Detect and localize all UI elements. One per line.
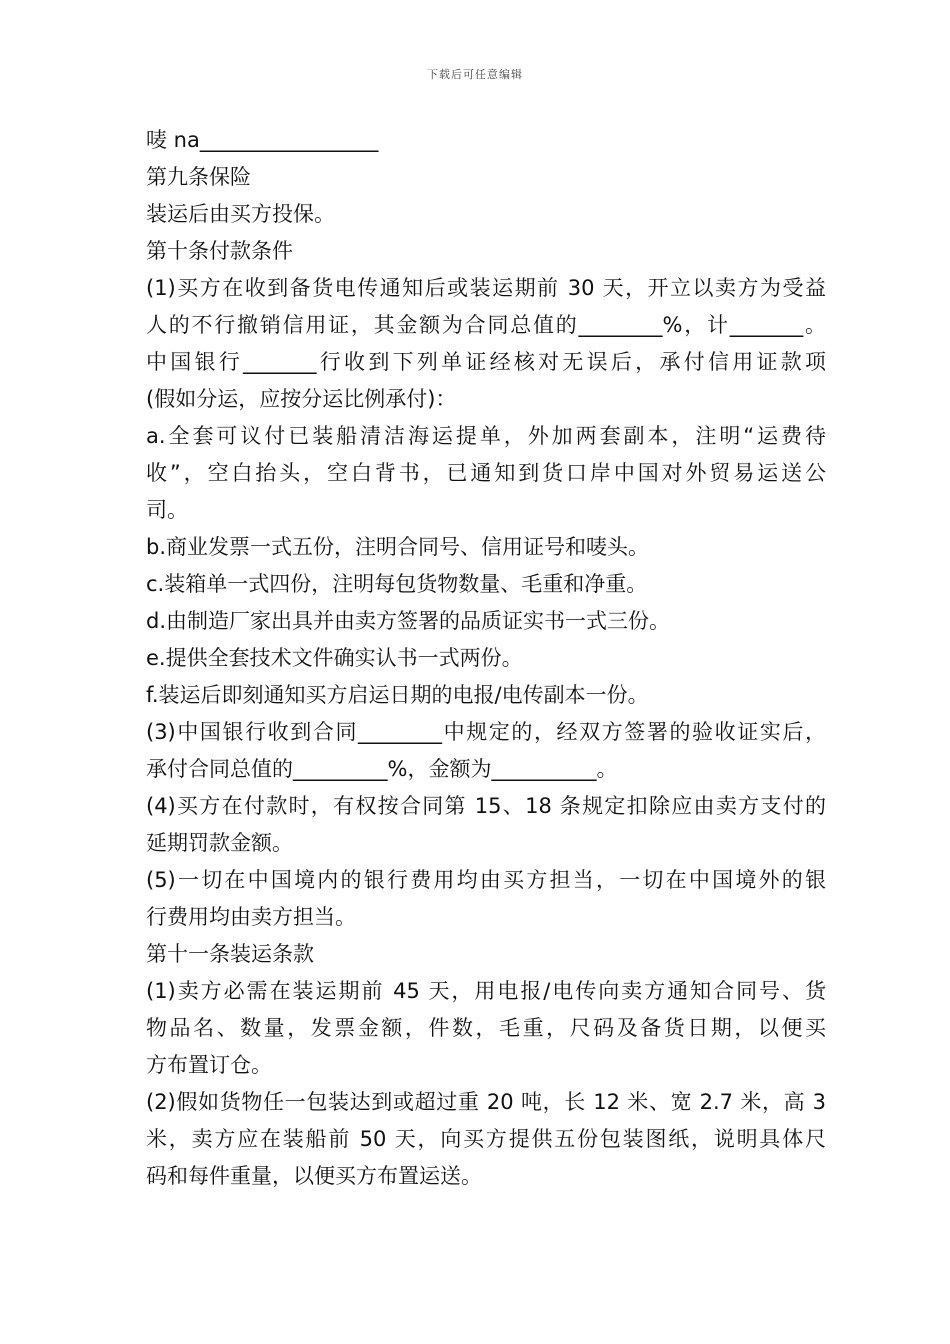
paragraph-line: 人的不行撤销信用证，其金额为合同总值的________%，计_______。 (146, 313, 826, 337)
paragraph-line: (4)买方在付款时，有权按合同第 15、18 条规定扣除应由卖方支付的 (146, 794, 826, 818)
section-heading-payment: 第十条付款条件 (146, 239, 293, 263)
paragraph-line: 码和每件重量，以便买方布置运送。 (146, 1164, 482, 1188)
paragraph-line: (1)卖方必需在装运期前 45 天，用电报/电传向卖方通知合同号、货 (146, 979, 826, 1003)
paragraph-line: (1)买方在收到备货电传通知后或装运期前 30 天，开立以卖方为受益 (146, 276, 826, 300)
paragraph-line: (2)假如货物任一包装达到或超过重 20 吨，长 12 米、宽 2.7 米，高 3 (146, 1090, 826, 1114)
marks-line: 唛 na_________________ (146, 128, 379, 152)
paragraph-line: (3)中国银行收到合同________中规定的，经双方签署的验收证实后， (146, 720, 826, 744)
paragraph-line: 承付合同总值的_________%，金额为__________。 (146, 757, 618, 781)
list-item: b.商业发票一式五份，注明合同号、信用证号和唛头。 (146, 535, 650, 559)
paragraph-line: (假如分运，应按分运比例承付)： (146, 387, 457, 411)
section-heading-shipment: 第十一条装运条款 (146, 942, 314, 966)
paragraph-line: 装运后由买方投保。 (146, 202, 335, 226)
paragraph-line: 物品名、数量，发票金额，件数，毛重，尺码及备货日期，以便买 (146, 1016, 826, 1040)
paragraph-line: 延期罚款金额。 (146, 831, 293, 855)
section-heading-insurance: 第九条保险 (146, 165, 251, 189)
paragraph-line: 方布置订仓。 (146, 1053, 272, 1077)
paragraph-line: 米，卖方应在装船前 50 天，向买方提供五份包装图纸，说明具体尺 (146, 1127, 826, 1151)
list-item: f.装运后即刻通知买方启运日期的电报/电传副本一份。 (146, 683, 649, 707)
document-body (146, 122, 826, 1195)
paragraph-line: 司。 (146, 498, 188, 522)
list-item: c.装箱单一式四份，注明每包货物数量、毛重和净重。 (146, 572, 648, 596)
page-header: 下载后可任意编辑 (427, 68, 523, 81)
paragraph-line: (5)一切在中国境内的银行费用均由买方担当，一切在中国境外的银 (146, 868, 826, 892)
paragraph-line: 中国银行_______行收到下列单证经核对无误后，承付信用证款项 (146, 350, 826, 374)
paragraph-line: 收”，空白抬头，空白背书，已通知到货口岸中国对外贸易运送公 (146, 461, 826, 485)
paragraph-line: 行费用均由卖方担当。 (146, 905, 356, 929)
paragraph-line: a.全套可议付已装船清洁海运提单，外加两套副本，注明“运费待 (146, 424, 826, 448)
list-item: e.提供全套技术文件确实认书一式两份。 (146, 646, 523, 670)
list-item: d.由制造厂家出具并由卖方签署的品质证实书一式三份。 (146, 609, 671, 633)
